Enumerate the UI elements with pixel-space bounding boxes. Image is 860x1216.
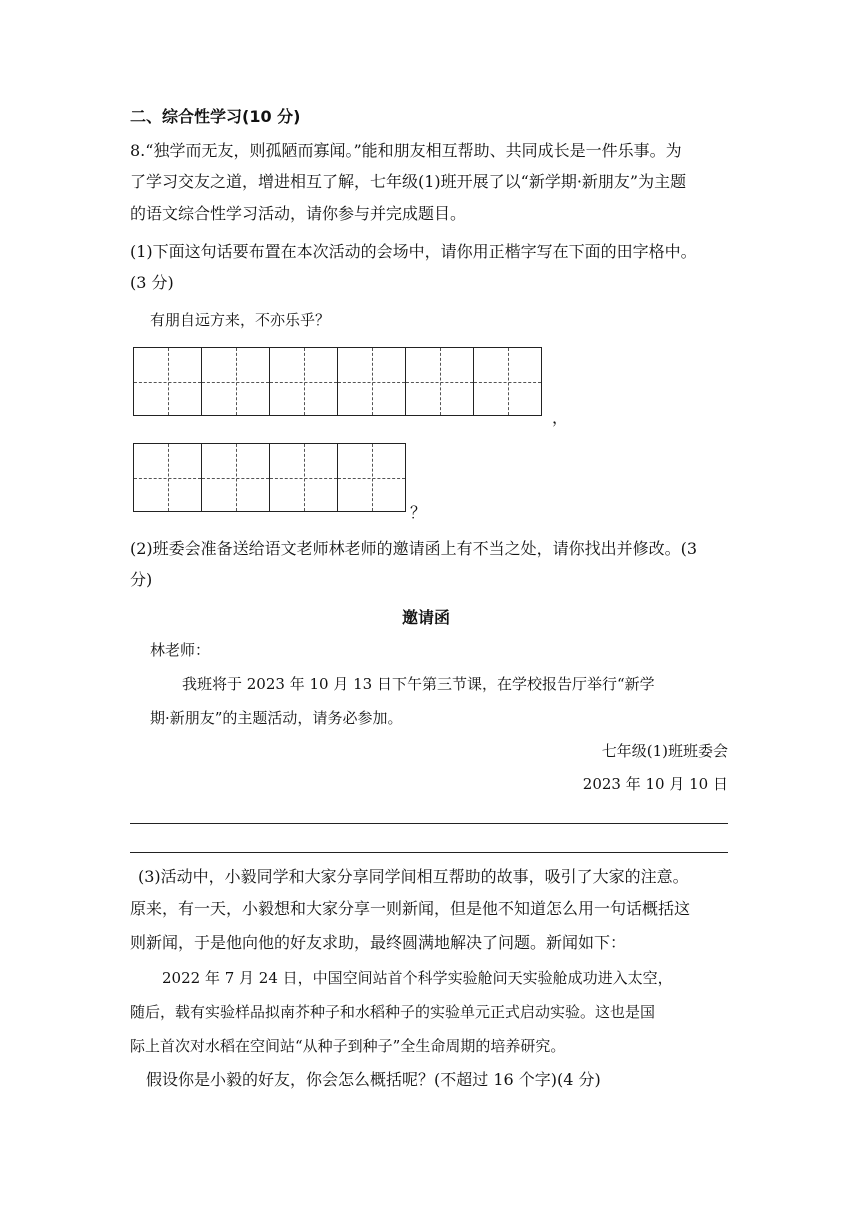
sub1-line-1: (1)下面这句话要布置在本次活动的会场中，请你用正楷字写在下面的田字格中。: [130, 242, 697, 261]
sub2-line-2: 分): [130, 570, 153, 589]
grid-cell[interactable]: [201, 347, 270, 416]
sub3-line-2: 原来，有一天，小毅想和大家分享一则新闻，但是他不知道怎么用一句话概括这: [130, 899, 691, 918]
grid-cell[interactable]: [405, 347, 474, 416]
sub1-line-2: (3 分): [130, 273, 174, 292]
invitation-date: 2023 年 10 月 10 日: [582, 775, 728, 793]
tianzige-row-1[interactable]: [133, 347, 541, 416]
grid-cell[interactable]: [133, 347, 202, 416]
invitation-title: 邀请函: [402, 608, 451, 627]
sub3-line-1: (3)活动中，小毅同学和大家分享同学间相互帮助的故事，吸引了大家的注意。: [138, 867, 689, 886]
sub3-prompt: 假设你是小毅的好友，你会怎么概括呢？(不超过 16 个字)(4 分): [146, 1070, 601, 1089]
news-line-1: 2022 年 7 月 24 日，中国空间站首个科学实验舱问天实验舱成功进入太空，: [162, 969, 673, 987]
grid-question-mark: ？: [410, 503, 427, 522]
invitation-body-2: 期·新朋友”的主题活动，请务必参加。: [150, 709, 403, 727]
grid-cell[interactable]: [337, 347, 406, 416]
grid-cell[interactable]: [133, 443, 202, 512]
grid-cell[interactable]: [269, 443, 338, 512]
grid-cell[interactable]: [269, 347, 338, 416]
grid-cell[interactable]: [201, 443, 270, 512]
invitation-body-1: 我班将于 2023 年 10 月 13 日下午第三节课，在学校报告厅举行“新学: [182, 675, 655, 693]
q8-line-2: 了学习交友之道，增进相互了解，七年级(1)班开展了以“新学期·新朋友”为主题: [130, 172, 687, 191]
target-sentence: 有朋自远方来，不亦乐乎？: [150, 311, 331, 329]
grid-comma: ，: [552, 408, 569, 427]
q8-line-1: 8.“独学而无友，则孤陋而寡闻。”能和朋友相互帮助、共同成长是一件乐事。为: [130, 141, 682, 160]
news-line-2: 随后，载有实验样品拟南芥种子和水稻种子的实验单元正式启动实验。这也是国: [130, 1003, 656, 1021]
answer-line-1[interactable]: [130, 823, 728, 824]
grid-cell[interactable]: [337, 443, 406, 512]
news-line-3: 际上首次对水稻在空间站“从种子到种子”全生命周期的培养研究。: [130, 1037, 566, 1055]
sub3-line-3: 则新闻，于是他向他的好友求助，最终圆满地解决了问题。新闻如下：: [130, 933, 627, 952]
invitation-salutation: 林老师：: [150, 641, 211, 659]
answer-line-2[interactable]: [130, 852, 728, 853]
sub2-line-1: (2)班委会准备送给语文老师林老师的邀请函上有不当之处，请你找出并修改。(3: [130, 539, 698, 558]
q8-line-3: 的语文综合性学习活动，请你参与并完成题目。: [130, 204, 467, 223]
section-title: 二、综合性学习(10 分): [130, 107, 301, 126]
tianzige-row-2[interactable]: [133, 443, 405, 512]
grid-cell[interactable]: [473, 347, 542, 416]
invitation-signature: 七年级(1)班班委会: [601, 742, 728, 760]
